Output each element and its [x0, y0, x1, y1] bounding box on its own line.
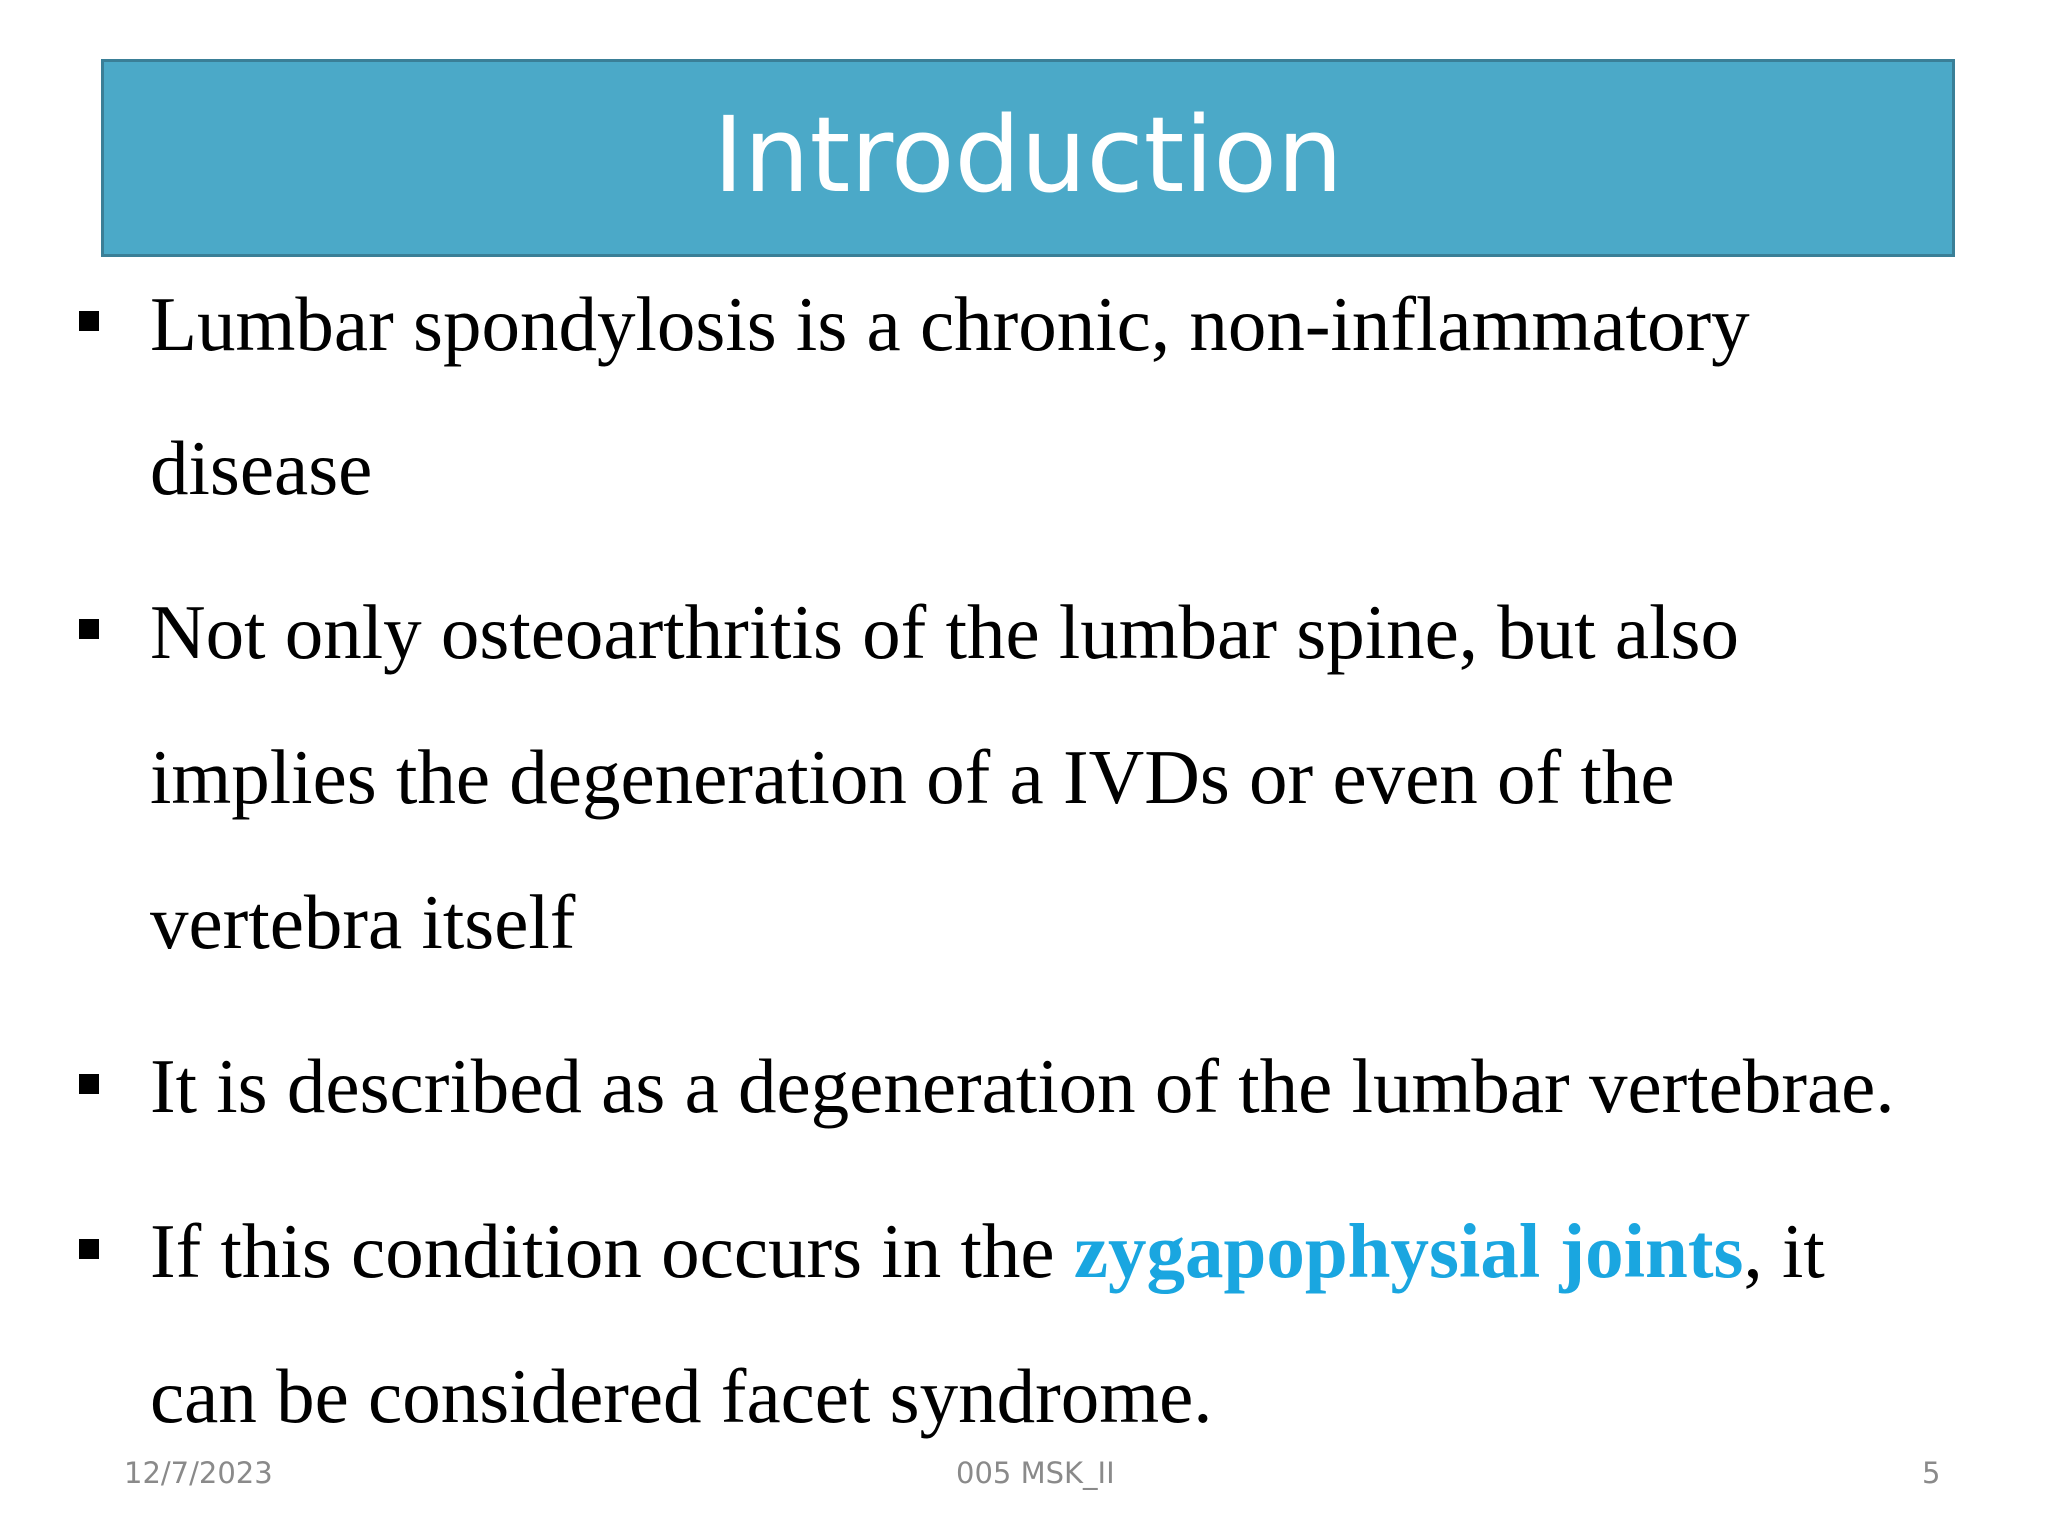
- slide-title: Introduction: [713, 94, 1343, 216]
- bullet-text: If this condition occurs in the: [150, 1208, 1074, 1294]
- footer-center-text: 005 MSK_II: [956, 1456, 1115, 1490]
- bullet-line: [150, 1208, 1825, 1294]
- square-bullet-icon: [79, 619, 99, 639]
- square-bullet-icon: [79, 1074, 99, 1094]
- bullet-line: vertebra itself: [150, 879, 576, 965]
- square-bullet-icon: [79, 1239, 99, 1259]
- bullet-line: disease: [150, 425, 373, 511]
- bullet-line: Lumbar spondylosis is a chronic, non-inflammatory: [150, 281, 1750, 367]
- bullet-line: Not only osteoarthritis of the lumbar spine, but also: [150, 589, 1739, 675]
- bullet-line: implies the degeneration of a IVDs or even of the: [150, 734, 1675, 820]
- highlighted-term: zygapophysial joints: [1073, 1208, 1744, 1294]
- bullet-line: can be considered facet syndrome.: [150, 1353, 1213, 1439]
- footer-page-number: 5: [1922, 1456, 1941, 1490]
- square-bullet-icon: [79, 311, 99, 331]
- bullet-text: , it: [1743, 1208, 1825, 1294]
- bullet-line: It is described as a degeneration of the lumbar vertebrae.: [150, 1043, 1895, 1129]
- footer-date: 12/7/2023: [124, 1456, 273, 1490]
